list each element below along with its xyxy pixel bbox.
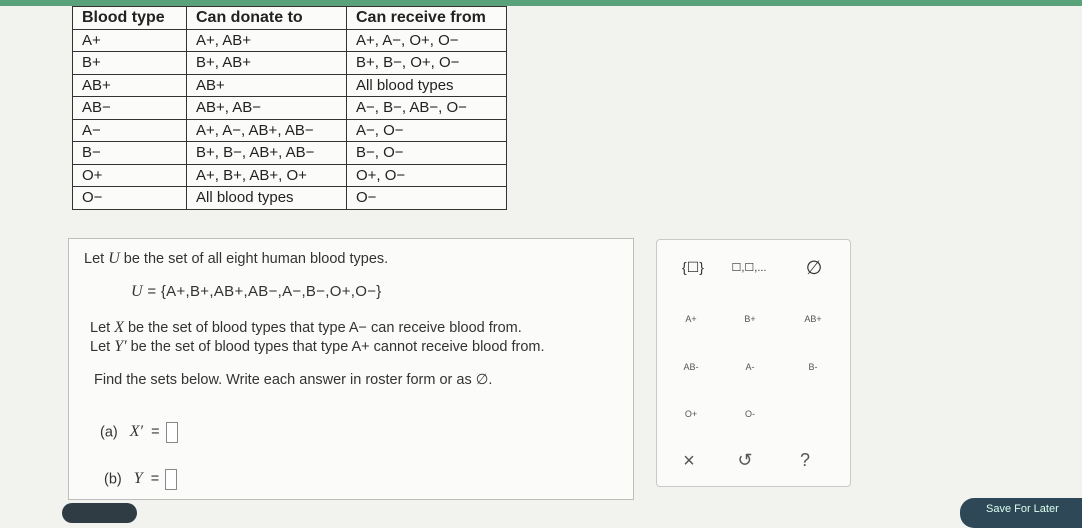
receive-cell: A−, O− bbox=[347, 119, 507, 142]
equals-sign: = bbox=[151, 424, 160, 441]
blood-type-cell: A− bbox=[73, 119, 187, 142]
part-a-variable: X′ bbox=[129, 423, 144, 441]
part-a-answer-input[interactable] bbox=[166, 422, 178, 443]
bottom-left-button[interactable] bbox=[62, 503, 137, 523]
save-for-later-button[interactable]: Save For Later bbox=[960, 498, 1082, 528]
donate-cell: AB+, AB− bbox=[187, 97, 347, 120]
part-a-label: (a) bbox=[100, 424, 118, 441]
key-ab-negative[interactable]: AB- bbox=[683, 362, 699, 372]
question-line-x bbox=[90, 319, 522, 337]
answer-keypad bbox=[656, 239, 851, 487]
help-icon[interactable]: ? bbox=[799, 450, 810, 470]
empty-set-button[interactable]: ∅ bbox=[805, 258, 823, 279]
blood-type-cell: AB− bbox=[73, 97, 187, 120]
blood-type-cell: O+ bbox=[73, 164, 187, 187]
part-b-row bbox=[104, 469, 177, 490]
blood-type-cell: B− bbox=[73, 142, 187, 165]
set-value: = {A+,B+,AB+,AB−,A−,B−,O+,O−} bbox=[147, 283, 382, 300]
table-row bbox=[73, 97, 507, 120]
blood-type-cell: A+ bbox=[73, 29, 187, 52]
donate-cell: AB+ bbox=[187, 74, 347, 97]
receive-cell: O− bbox=[347, 187, 507, 210]
blood-type-table bbox=[72, 6, 507, 210]
set-variable: U bbox=[131, 283, 143, 300]
receive-cell: B+, B−, O+, O− bbox=[347, 52, 507, 75]
question-card bbox=[68, 238, 634, 500]
table-row bbox=[73, 164, 507, 187]
key-b-positive[interactable]: B+ bbox=[744, 314, 756, 324]
key-ab-positive[interactable]: AB+ bbox=[804, 314, 822, 324]
table-row bbox=[73, 74, 507, 97]
blood-type-cell: O− bbox=[73, 187, 187, 210]
column-header-can-receive: Can receive from bbox=[347, 7, 507, 30]
receive-cell: A+, A−, O+, O− bbox=[347, 29, 507, 52]
undo-icon[interactable]: ↺ bbox=[737, 450, 753, 470]
donate-cell: B+, B−, AB+, AB− bbox=[187, 142, 347, 165]
key-o-positive[interactable]: O+ bbox=[684, 409, 698, 419]
donate-cell: B+, AB+ bbox=[187, 52, 347, 75]
x-variable: X bbox=[114, 319, 124, 336]
line-y-suffix: be the set of blood types that type A+ cannot receive blood from. bbox=[126, 339, 545, 355]
receive-cell: A−, B−, AB−, O− bbox=[347, 97, 507, 120]
universe-variable: U bbox=[108, 250, 120, 267]
key-a-negative[interactable]: A- bbox=[745, 362, 755, 372]
y-prime-variable: Y′ bbox=[114, 338, 127, 355]
part-a-row bbox=[100, 422, 178, 443]
equals-sign: = bbox=[150, 471, 160, 488]
line-x-suffix: be the set of blood types that type A− can receive blood from. bbox=[123, 320, 522, 336]
key-a-positive[interactable]: A+ bbox=[685, 314, 697, 324]
table-row bbox=[73, 119, 507, 142]
receive-cell: All blood types bbox=[347, 74, 507, 97]
donate-cell: A+, A−, AB+, AB− bbox=[187, 119, 347, 142]
part-b-answer-input[interactable] bbox=[165, 469, 177, 490]
table-header-row bbox=[73, 7, 507, 30]
list-button[interactable]: ☐,☐,... bbox=[731, 262, 767, 274]
instruction-text: Find the sets below. Write each answer in roster form or as ∅. bbox=[94, 372, 493, 388]
receive-cell: O+, O− bbox=[347, 164, 507, 187]
clear-icon[interactable]: × bbox=[683, 450, 695, 472]
line-x-prefix: Let bbox=[90, 320, 115, 336]
universe-set-definition bbox=[131, 283, 382, 301]
intro-prefix: Let bbox=[84, 251, 109, 267]
donate-cell: A+, AB+ bbox=[187, 29, 347, 52]
column-header-blood-type: Blood type bbox=[73, 7, 187, 30]
key-b-negative[interactable]: B- bbox=[808, 362, 818, 372]
blood-type-cell: B+ bbox=[73, 52, 187, 75]
blood-type-cell: AB+ bbox=[73, 74, 187, 97]
donate-cell: A+, B+, AB+, O+ bbox=[187, 164, 347, 187]
table-row bbox=[73, 29, 507, 52]
question-intro bbox=[84, 250, 388, 268]
table-row bbox=[73, 187, 507, 210]
column-header-can-donate: Can donate to bbox=[187, 7, 347, 30]
part-b-variable: Y bbox=[133, 470, 143, 488]
table-row bbox=[73, 52, 507, 75]
intro-suffix: be the set of all eight human blood types. bbox=[119, 251, 389, 267]
part-b-label: (b) bbox=[104, 471, 122, 488]
table-row bbox=[73, 142, 507, 165]
line-y-prefix: Let bbox=[90, 339, 115, 355]
set-braces-button[interactable]: {☐} bbox=[682, 259, 704, 275]
key-o-negative[interactable]: O- bbox=[745, 409, 755, 419]
receive-cell: B−, O− bbox=[347, 142, 507, 165]
donate-cell: All blood types bbox=[187, 187, 347, 210]
question-line-y bbox=[90, 338, 545, 356]
